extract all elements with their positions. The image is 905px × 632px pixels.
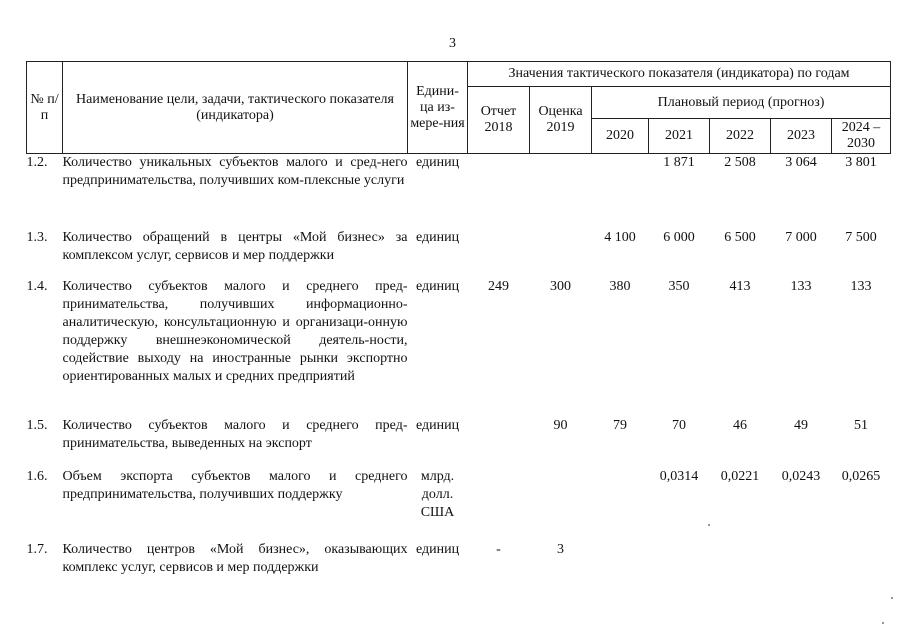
row-plan-2022 [710, 541, 771, 581]
header-values-group: Значения тактического показателя (индикатора) по годам [468, 62, 891, 87]
row-unit: единиц [415, 155, 460, 170]
header-num: № п/п [27, 62, 63, 154]
row-report [468, 417, 530, 468]
header-plan-period: Плановый период (прогноз) [592, 87, 891, 119]
row-plan-2023: 133 [790, 278, 812, 294]
row-unit: млрд. долл. США [420, 468, 455, 520]
table-row [27, 154, 891, 229]
row-plan-2021: 6 000 [663, 229, 695, 245]
header-year: 2024 – 2030 [832, 119, 891, 154]
row-plan-2021 [649, 541, 710, 581]
header-year: 2021 [649, 119, 710, 154]
row-estimate: 3 [557, 541, 564, 557]
table-body [27, 154, 891, 581]
row-num: 1.7. [26, 541, 48, 557]
row-unit: единиц [415, 229, 460, 245]
row-name: Количество обращений в центры «Мой бизнес» за комплексом услуг, сервисов и мер поддержки [62, 229, 408, 263]
row-plan-2020: 4 100 [604, 229, 636, 245]
header-report: Отчет 2018 [468, 87, 530, 154]
row-plan-2022: 2 508 [724, 155, 756, 170]
row-plan-2023: 0,0243 [781, 468, 821, 484]
row-plan-2023: 7 000 [785, 229, 817, 245]
row-name: Количество субъектов малого и среднего пред-принимательства, получивших информационно-аналитическую, консультационную и организаци-онную поддержку внешнеэкономической деятель-ности, содействие выходу на иностранные рынки экспортно ориентированных малых и средних предприятий [62, 278, 408, 384]
table-row [27, 278, 891, 417]
indicators-table [26, 61, 891, 581]
row-plan-2022: 413 [729, 278, 751, 294]
row-estimate: 300 [550, 278, 571, 294]
row-name: Количество центров «Мой бизнес», оказывающих комплекс услуг, сервисов и мер поддержки [62, 541, 408, 575]
row-num: 1.2. [26, 155, 48, 170]
row-plan-2021: 0,0314 [659, 468, 699, 484]
header-year: 2022 [710, 119, 771, 154]
row-plan-2020 [592, 468, 649, 541]
row-report: 249 [488, 278, 509, 294]
row-num: 1.6. [26, 468, 48, 484]
row-report [468, 468, 530, 541]
row-estimate [530, 229, 592, 278]
row-plan-2023: 3 064 [785, 155, 817, 170]
table-header [27, 62, 891, 154]
row-report [468, 229, 530, 278]
header-unit: Едини-ца из-мере-ния [408, 62, 468, 154]
table-row [27, 468, 891, 541]
row-plan-2024-2030: 51 [854, 417, 869, 433]
row-num: 1.3. [26, 229, 48, 245]
row-unit: единиц [415, 541, 460, 557]
row-plan-2023: 49 [794, 417, 808, 433]
row-estimate: 90 [553, 417, 568, 433]
row-report [468, 154, 530, 229]
row-plan-2024-2030: 3 801 [845, 155, 877, 170]
row-estimate [530, 154, 592, 229]
row-plan-2024-2030 [832, 541, 891, 581]
scan-speck [891, 597, 893, 599]
row-plan-2021: 70 [672, 417, 686, 433]
row-plan-2024-2030: 133 [850, 278, 872, 294]
table-row [27, 541, 891, 581]
row-plan-2022: 6 500 [724, 229, 756, 245]
row-name: Количество уникальных субъектов малого и сред-него предпринимательства, получивших ком-плексные услуги [62, 155, 408, 188]
row-estimate [530, 468, 592, 541]
header-year: 2020 [592, 119, 649, 154]
row-unit: единиц [415, 278, 460, 294]
row-plan-2022: 0,0221 [720, 468, 760, 484]
row-unit: единиц [415, 417, 460, 433]
row-num: 1.4. [26, 278, 48, 294]
row-report: - [496, 541, 501, 557]
row-name: Количество субъектов малого и среднего пред-принимательства, выведенных на экспорт [62, 417, 408, 451]
row-plan-2020 [592, 154, 649, 229]
row-num: 1.5. [26, 417, 48, 433]
header-year: 2023 [771, 119, 832, 154]
row-plan-2020: 79 [613, 417, 627, 433]
header-name: Наименование цели, задачи, тактического показателя (индикатора) [63, 62, 408, 154]
row-plan-2021: 350 [668, 278, 690, 294]
row-plan-2020: 380 [609, 278, 631, 294]
table-row [27, 229, 891, 278]
header-estimate: Оценка 2019 [530, 87, 592, 154]
row-plan-2020 [592, 541, 649, 581]
row-plan-2023 [771, 541, 832, 581]
row-plan-2024-2030: 7 500 [845, 229, 877, 245]
scan-speck [708, 524, 710, 526]
table-row [27, 417, 891, 468]
scan-speck [882, 622, 884, 624]
page-number: 3 [449, 36, 456, 51]
row-name: Объем экспорта субъектов малого и среднего предпринимательства, получивших поддержку [62, 468, 408, 502]
row-plan-2022: 46 [733, 417, 747, 433]
row-plan-2024-2030: 0,0265 [841, 468, 881, 484]
row-plan-2021: 1 871 [663, 155, 695, 170]
